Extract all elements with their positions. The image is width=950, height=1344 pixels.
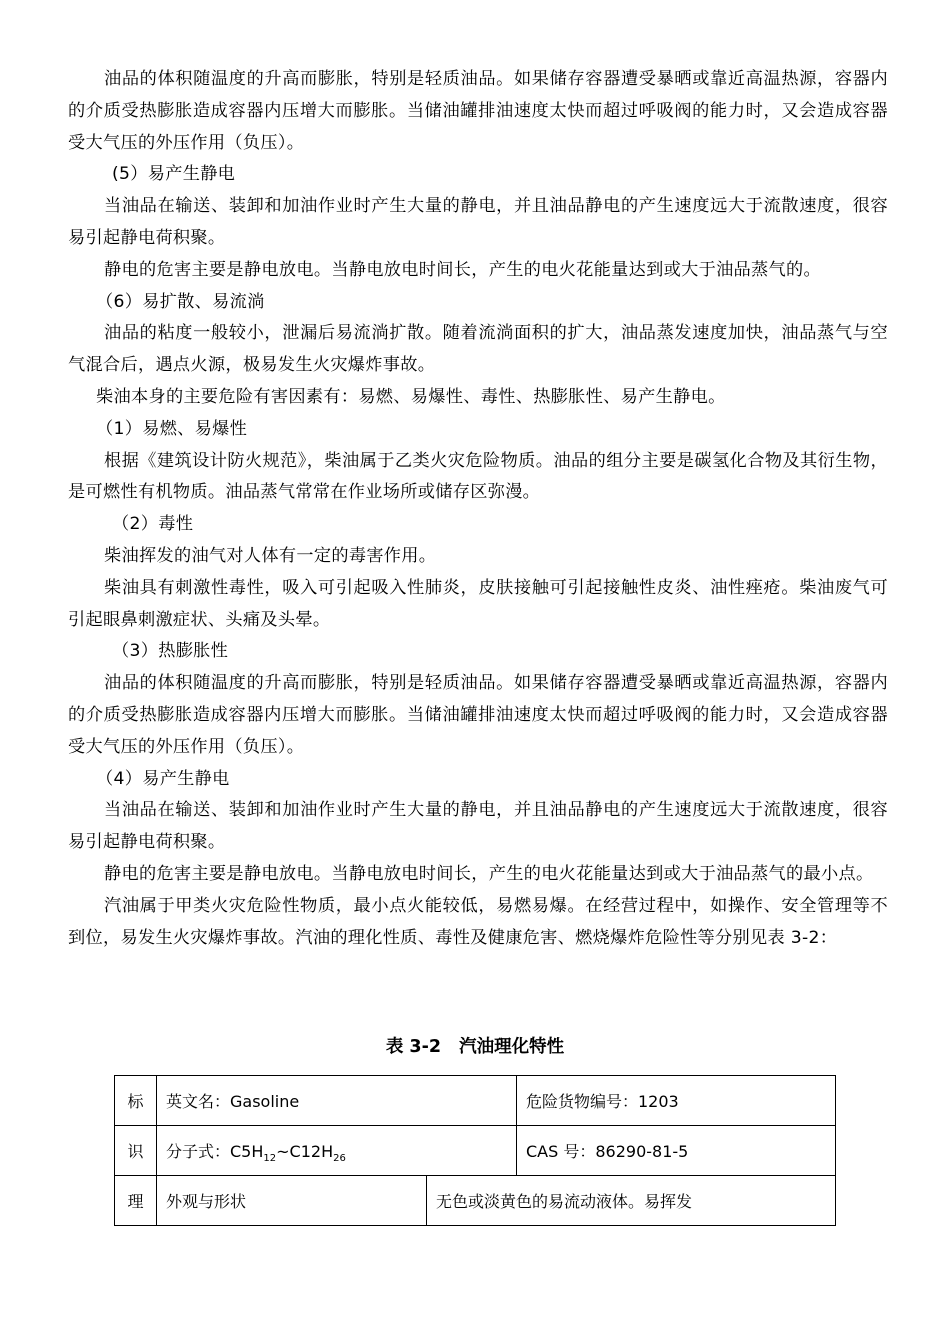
paragraph: 当油品在输送、装卸和加油作业时产生大量的静电，并且油品静电的产生速度远大于流散速度，很容易引起静电荷积聚。: [68, 196, 888, 248]
formula-middle: ~C12H: [276, 1142, 334, 1161]
formula-subscript: 12: [263, 1153, 277, 1164]
english-name-cell: 英文名：Gasoline: [157, 1076, 517, 1126]
gasoline-properties-table: [114, 1075, 836, 1226]
formula-prefix: 分子式：C5H: [166, 1142, 264, 1161]
section-heading: （4）易产生静电: [96, 768, 230, 789]
paragraph: 当油品在输送、装卸和加油作业时产生大量的静电，并且油品静电的产生速度远大于流散速度，很容易引起静电荷积聚。: [68, 800, 888, 853]
paragraph: 柴油具有刺激性毒性，吸入可引起吸入性肺炎，皮肤接触可引起接触性皮炎、油性痤疮。柴油废气可引起眼鼻刺激症状、头痛及头晕。: [68, 577, 888, 630]
category-cell: 标: [115, 1076, 157, 1126]
paragraph: 油品的粘度一般较小，泄漏后易流淌扩散。随着流淌面积的扩大，油品蒸发速度加快，油品蒸气与空气混合后，遇点火源，极易发生火灾爆炸事故。: [68, 323, 888, 376]
table-caption: [0, 1033, 950, 1058]
section-heading: （3）热膨胀性: [112, 641, 229, 662]
dangerous-goods-number-cell: 危险货物编号：1203: [517, 1076, 836, 1126]
table-caption-number: 表 3-2: [385, 1037, 442, 1057]
molecular-formula-cell: [157, 1126, 517, 1176]
paragraph: 油品的体积随温度的升高而膨胀，特别是轻质油品。如果储存容器遭受暴晒或靠近高温热源，容器内的介质受热膨胀造成容器内压增大而膨胀。当储油罐排油速度太快而超过呼吸阀的能力时，又会造成容器受大气压的外压作用（负压）。: [68, 69, 888, 153]
category-cell: 理: [115, 1176, 157, 1226]
cas-number-cell: CAS 号：86290-81-5: [517, 1126, 836, 1176]
formula-subscript: 26: [333, 1153, 346, 1164]
paragraph: 油品的体积随温度的升高而膨胀，特别是轻质油品。如果储存容器遭受暴晒或靠近高温热源，容器内的介质受热膨胀造成容器内压增大而膨胀。当储油罐排油速度太快而超过呼吸阀的能力时，又会造成容器受大气压的外压作用（负压）。: [68, 673, 888, 757]
section-heading: (5）易产生静电: [112, 164, 236, 185]
table-row: [115, 1076, 836, 1126]
paragraph: 静电的危害主要是静电放电。当静电放电时间长，产生的电火花能量达到或大于油品蒸气的。: [104, 259, 821, 280]
section-heading: （6）易扩散、易流淌: [96, 291, 265, 312]
category-cell: 识: [115, 1126, 157, 1176]
table-row: [115, 1176, 836, 1226]
paragraph: 柴油本身的主要危险有害因素有：易燃、易爆性、毒性、热膨胀性、易产生静电。: [96, 386, 726, 407]
appearance-label-cell: 外观与形状: [157, 1176, 427, 1226]
table-caption-title: 汽油理化特性: [459, 1037, 565, 1057]
body-text: [68, 64, 888, 954]
paragraph: 静电的危害主要是静电放电。当静电放电时间长，产生的电火花能量达到或大于油品蒸气的最小点。: [104, 863, 874, 884]
appearance-value-cell: 无色或淡黄色的易流动液体。易挥发: [427, 1176, 836, 1226]
table-row: [115, 1126, 836, 1176]
section-heading: （2）毒性: [112, 514, 194, 535]
paragraph: 汽油属于甲类火灾危险性物质，最小点火能较低，易燃易爆。在经营过程中，如操作、安全管理等不到位，易发生火灾爆炸事故。汽油的理化性质、毒性及健康危害、燃烧爆炸危险性等分别见表 3-2：: [68, 895, 888, 948]
paragraph: 柴油挥发的油气对人体有一定的毒害作用。: [104, 545, 437, 566]
section-heading: （1）易燃、易爆性: [96, 418, 248, 439]
paragraph: 根据《建筑设计防火规范》，柴油属于乙类火灾危险物质。油品的组分主要是碳氢化合物及其衍生物，是可燃性有机物质。油品蒸气常常在作业场所或储存区弥漫。: [68, 450, 888, 503]
